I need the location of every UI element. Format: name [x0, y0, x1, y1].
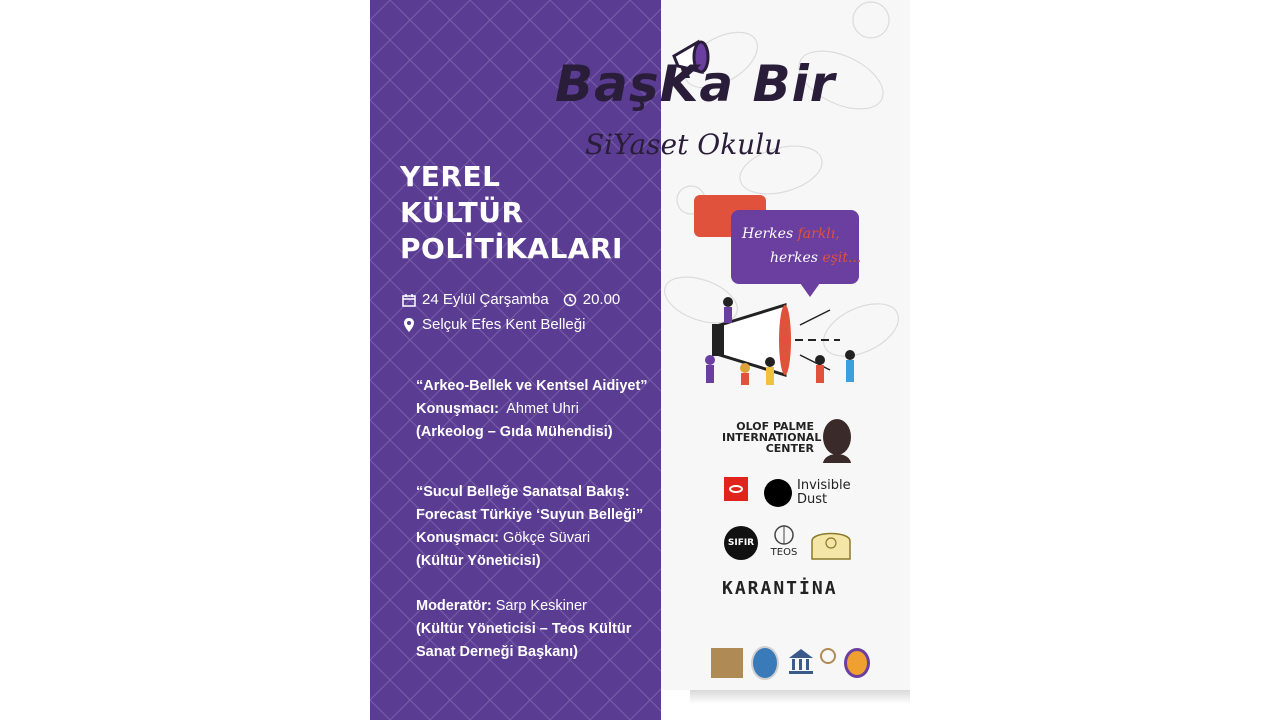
sifir-logo: SIFIR — [724, 526, 758, 560]
invisible-dust-logo — [797, 479, 851, 507]
small-logo-1 — [711, 648, 743, 678]
talk-2-title-2: Forecast Türkiye ‘Suyun Belleği” — [416, 507, 644, 523]
megaphone-illustration — [690, 290, 870, 390]
clock-icon — [563, 293, 577, 307]
olof-palme-logo — [722, 420, 822, 455]
talk-2-title-1: “Sucul Belleğe Sanatsal Bakış: — [416, 484, 630, 500]
talk-2 — [416, 481, 656, 573]
invisible-line-2: Dust — [797, 492, 828, 507]
karantina-logo: KARANTİNA — [722, 578, 838, 599]
moderator-name: Sarp Keskiner — [495, 598, 587, 614]
portrait-icon — [815, 415, 859, 465]
teos-logo: TEOS — [770, 547, 798, 558]
slogan-word-accent: eşit... — [822, 250, 862, 266]
calendar-icon — [402, 293, 416, 307]
moderator-label: Moderatör: — [416, 598, 492, 614]
event-location — [402, 316, 585, 333]
brand-title: BaşKa Bir — [555, 55, 836, 113]
talk-2-role: (Kültür Yöneticisi) — [416, 553, 541, 569]
talk-2-speaker-line — [416, 527, 656, 550]
municipality-seal-icon — [751, 646, 779, 680]
slogan-word: herkes — [770, 250, 818, 266]
efes-logo-icon — [870, 646, 888, 676]
talk-1-title: “Arkeo-Bellek ve Kentsel Aidiyet” — [416, 378, 648, 394]
heading-line-1: YEREL — [400, 160, 501, 193]
heading-line-3: POLİTİKALARI — [400, 232, 623, 265]
location-text: Selçuk Efes Kent Belleği — [422, 316, 586, 333]
heritage-icon — [820, 648, 836, 664]
slogan-line-2 — [770, 250, 861, 266]
moderator-role-1: (Kültür Yöneticisi – Teos Kültür — [416, 621, 632, 637]
teos-emblem-icon — [768, 524, 800, 546]
olof-line-1: OLOF PALME — [736, 420, 814, 433]
unesco-icon — [787, 646, 815, 676]
moderator — [416, 595, 656, 664]
slogan-word: Herkes — [742, 226, 794, 242]
talk-1 — [416, 375, 656, 444]
speaker-name: Gökçe Süvari — [503, 530, 591, 546]
talk-1-role: (Arkeolog – Gıda Mühendisi) — [416, 424, 613, 440]
event-time: 20.00 — [582, 291, 621, 308]
slogan-line-1 — [742, 226, 840, 242]
speech-bubble-purple — [731, 210, 862, 284]
brand-subtitle: SiYaset Okulu — [585, 128, 783, 161]
invisible-dust-icon — [764, 479, 792, 507]
olof-line-2: INTERNATIONAL — [722, 431, 822, 444]
festival-logo-icon — [844, 648, 870, 678]
slogan-word-accent: farklı, — [797, 226, 840, 242]
arch-logo-icon — [810, 525, 852, 561]
moderator-role-2: Sanat Derneği Başkanı) — [416, 644, 578, 660]
speaker-name: Ahmet Uhri — [506, 401, 579, 417]
olof-line-3: CENTER — [765, 442, 814, 455]
speaker-label: Konuşmacı: — [416, 401, 499, 417]
heading-line-2: KÜLTÜR — [400, 196, 524, 229]
invisible-line-1: Invisible — [797, 478, 851, 493]
poster-shadow — [690, 690, 910, 704]
talk-1-speaker-line — [416, 398, 656, 421]
red-logo — [724, 477, 748, 501]
event-datetime — [402, 291, 620, 308]
location-pin-icon — [402, 317, 416, 333]
event-date: 24 Eylül Çarşamba — [422, 291, 549, 308]
speaker-label: Konuşmacı: — [416, 530, 499, 546]
